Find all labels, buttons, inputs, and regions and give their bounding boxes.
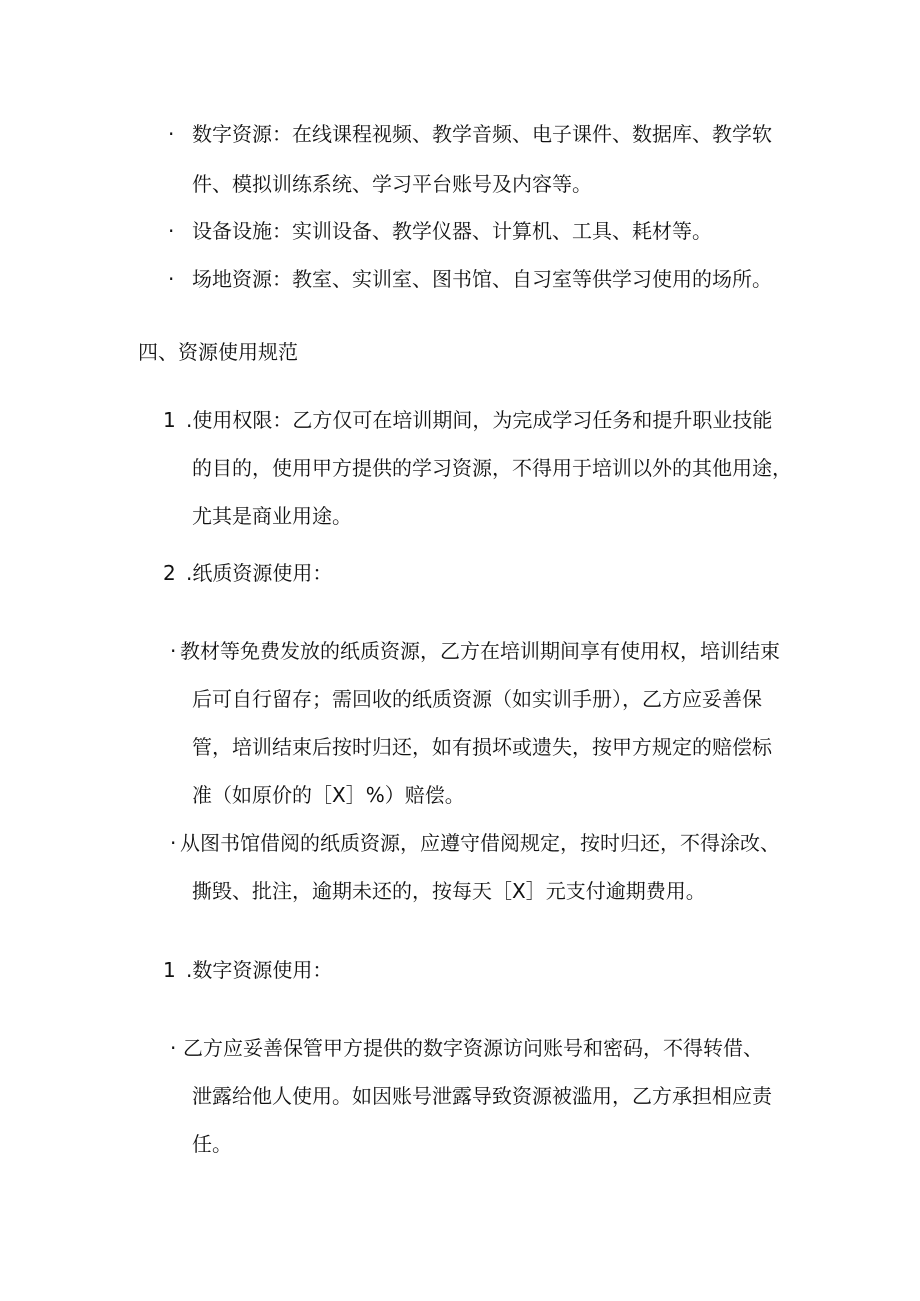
item-line: .纸质资源使用： [186, 561, 333, 585]
item-line: .数字资源使用： [186, 958, 333, 982]
bullet-marker: · [168, 122, 175, 146]
item-number: 1 [163, 408, 176, 432]
item-number: 1 [163, 958, 176, 982]
item-line: .使用权限：乙方仅可在培训期间，为完成学习任务和提升职业技能 [186, 408, 773, 432]
bullet-line: 撕毁、批注，逾期未还的，按每天［X］元支付逾期费用。 [192, 879, 706, 903]
item-line: 的目的，使用甲方提供的学习资源，不得用于培训以外的其他用途， [192, 456, 792, 480]
section-heading: 四、资源使用规范 [138, 340, 298, 364]
bullet-marker: · [168, 219, 175, 243]
bullet-line: 设备设施：实训设备、教学仪器、计算机、工具、耗材等。 [192, 219, 712, 243]
bullet-line: 数字资源：在线课程视频、教学音频、电子课件、数据库、教学软 [192, 122, 772, 146]
bullet-line: 后可自行留存；需回收的纸质资源（如实训手册），乙方应妥善保 [192, 687, 762, 711]
bullet-line: 任。 [192, 1132, 232, 1156]
bullet-line: 场地资源：教室、实训室、图书馆、自习室等供学习使用的场所。 [192, 267, 772, 291]
bullet-marker: · [170, 831, 177, 855]
item-number: 2 [163, 561, 176, 585]
bullet-line: 从图书馆借阅的纸质资源，应遵守借阅规定，按时归还，不得涂改、 [180, 831, 780, 855]
bullet-marker: · [168, 267, 175, 291]
bullet-line: 乙方应妥善保管甲方提供的数字资源访问账号和密码，不得转借、 [183, 1036, 763, 1060]
bullet-marker: · [170, 1036, 177, 1060]
bullet-line: 件、模拟训练系统、学习平台账号及内容等。 [192, 172, 592, 196]
item-line: 尤其是商业用途。 [192, 504, 352, 528]
bullet-line: 管，培训结束后按时归还，如有损坏或遗失，按甲方规定的赔偿标 [192, 735, 772, 759]
bullet-line: 准（如原价的［X］%）赔偿。 [192, 783, 465, 807]
bullet-marker: · [170, 639, 177, 663]
bullet-line: 泄露给他人使用。如因账号泄露导致资源被滥用，乙方承担相应责 [192, 1084, 772, 1108]
bullet-line: 教材等免费发放的纸质资源，乙方在培训期间享有使用权，培训结束 [180, 639, 780, 663]
